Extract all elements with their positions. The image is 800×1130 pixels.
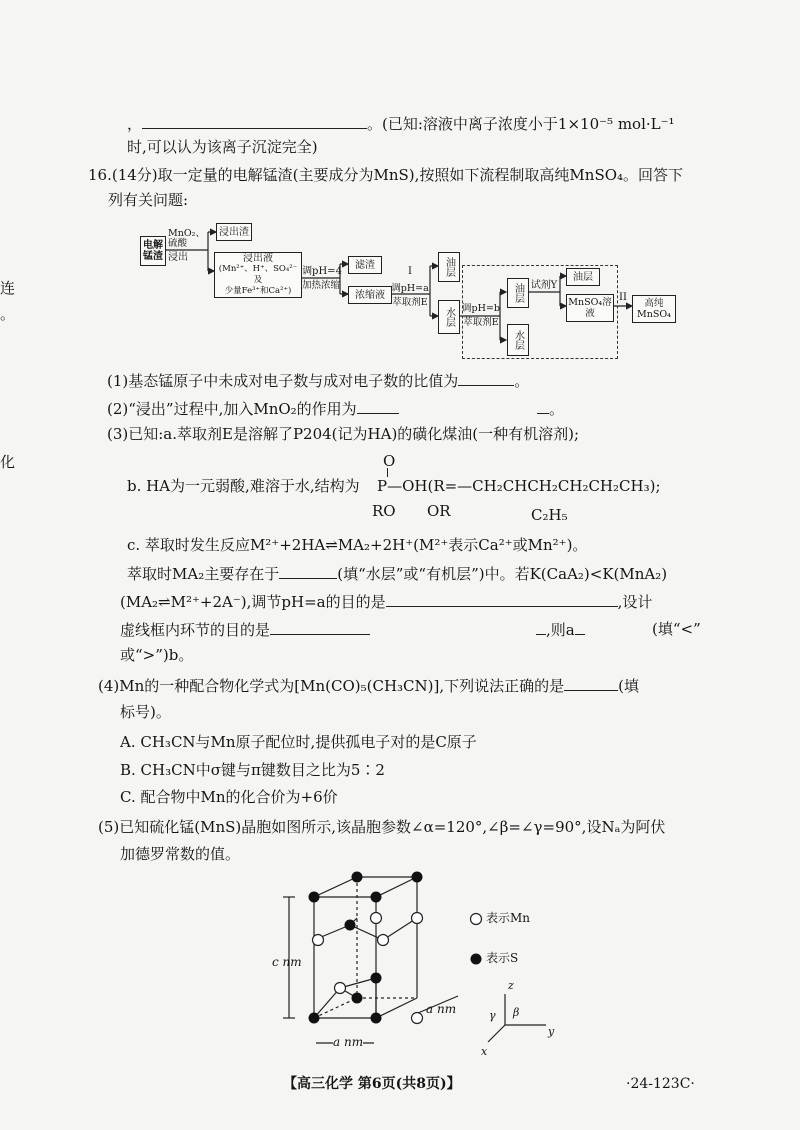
axis-y: y bbox=[548, 1025, 555, 1038]
q3d-text: 萃取时MA₂主要存在于 bbox=[127, 565, 280, 583]
flow-water-layer-box-2: 水层 bbox=[507, 324, 529, 356]
flow-step-pha: 调pH=a bbox=[391, 283, 429, 294]
q3b-or: OR bbox=[427, 502, 451, 520]
axis-x: x bbox=[481, 1045, 488, 1058]
flow-step-phb: 调pH=b bbox=[462, 303, 500, 314]
q2-text: (2)“浸出”过程中,加入MnO₂的作用为 bbox=[107, 400, 357, 418]
sub-question-5b: 加德罗常数的值。 bbox=[120, 845, 241, 863]
q4-text-end: (填 bbox=[618, 677, 639, 695]
q3b-structure: P—OH(R=—CH₂CHCH₂CH₂CH₂CH₃); bbox=[377, 477, 661, 495]
angle-gamma: γ bbox=[489, 1009, 496, 1022]
flow-leach-residue-box: 浸出渣 bbox=[216, 223, 252, 241]
sub-question-3g: 或“>”)b。 bbox=[120, 646, 194, 664]
flow-start-box: 电解锰渣 bbox=[140, 236, 166, 266]
flow-reagent-y: 试剂Y bbox=[530, 280, 558, 291]
flow-roman-i: I bbox=[408, 266, 412, 277]
q3f-text-2: ,则a bbox=[546, 621, 575, 639]
question-number: 16. bbox=[88, 166, 112, 184]
q3f-text: 虚线框内环节的目的是 bbox=[120, 621, 271, 639]
flow-step-extract-2: 萃取剂E bbox=[463, 317, 499, 328]
label-a-nm-bottom: a nm bbox=[333, 1035, 364, 1049]
flow-leachate-title: 浸出液 bbox=[243, 253, 273, 264]
label-a-nm-side: a nm bbox=[426, 1002, 457, 1016]
flow-leachate-ions: (Mn²⁺、H⁺、SO₄²⁻及 bbox=[218, 264, 298, 285]
axis-z: z bbox=[508, 979, 514, 992]
footer-code: ·24-123C· bbox=[626, 1076, 695, 1092]
q3e-text-2: ,设计 bbox=[617, 593, 653, 611]
q3b-c2h5: C₂H₅ bbox=[531, 506, 568, 524]
top-prefix: ， bbox=[127, 115, 143, 133]
flow-reagent-label: MnO₂、硫酸 bbox=[168, 228, 205, 249]
flow-filter-residue-box: 滤渣 bbox=[348, 256, 382, 274]
top-line-2: 时,可以认为该离子沉淀完全) bbox=[127, 138, 318, 156]
sub-question-5: (5)已知硫化锰(MnS)晶胞如图所示,该晶胞参数∠α=120°,∠β=∠γ=90°,设Nₐ为阿伏 bbox=[98, 818, 666, 836]
flow-roman-ii: II bbox=[619, 292, 627, 303]
sub-question-3c: c. 萃取时发生反应M²⁺+2HA⇌MA₂+2H⁺(M²⁺表示Ca²⁺或Mn²⁺)。 bbox=[127, 536, 588, 554]
q1-text: (1)基态锰原子中未成对电子数与成对电子数的比值为 bbox=[107, 372, 459, 390]
flow-concentrate-box: 浓缩液 bbox=[348, 286, 392, 304]
top-known: 。(已知:溶液中离子浓度小于1×10⁻⁵ mol·L⁻¹ bbox=[367, 115, 675, 133]
question-16-stem-2: 列有关问题: bbox=[108, 191, 189, 209]
flow-water-layer-box: 水层 bbox=[438, 300, 460, 334]
flow-step-extract: 萃取剂E bbox=[392, 297, 428, 308]
q3b-ro: RO bbox=[372, 502, 396, 520]
q2-end-mark: 。 bbox=[549, 400, 565, 418]
option-a: A. CH₃CN与Mn原子配位时,提供孤电子对的是C原子 bbox=[120, 733, 477, 751]
flow-step-ph4: 调pH=4 bbox=[302, 266, 342, 277]
flow-oil-layer-box: 油层 bbox=[438, 252, 460, 282]
flow-leachate-ions-2: 少量Fe³⁺和Ca²⁺) bbox=[224, 286, 292, 296]
question-stem: 取一定量的电解锰渣(主要成分为MnS),按照如下流程制取高纯MnSO₄。回答下 bbox=[157, 166, 684, 184]
label-c-nm: c nm bbox=[272, 955, 302, 969]
flow-oil-layer-box-3: 油层 bbox=[566, 268, 600, 286]
margin-fragment: 化 bbox=[0, 453, 16, 471]
option-c: C. 配合物中Mn的化合价为+6价 bbox=[120, 788, 338, 806]
q3b-text: b. HA为一元弱酸,难溶于水,结构为 bbox=[127, 477, 360, 495]
flow-reagent-label-2: 浸出 bbox=[168, 252, 188, 263]
q3f-text-3: (填“<” bbox=[652, 620, 701, 638]
q3e-text: (MA₂⇌M²⁺+2A⁻),调节pH=a的目的是 bbox=[120, 593, 386, 611]
flow-step-heat: 加热浓缩 bbox=[301, 280, 340, 291]
question-score: (14分) bbox=[111, 166, 158, 184]
q3d-text-2: (填“水层”或“有机层”)中。若K(CaA₂)<K(MnA₂) bbox=[337, 565, 668, 583]
sub-question-4b: 标号)。 bbox=[120, 703, 171, 721]
flow-mnso4-solution-box: MnSO₄溶液 bbox=[566, 294, 614, 322]
footer-title: 【高三化学 第6页(共8页)】 bbox=[283, 1076, 461, 1092]
margin-fragment: 。 bbox=[0, 305, 16, 323]
flow-product-box: 高纯MnSO₄ bbox=[632, 295, 676, 323]
sub-question-3a: (3)已知:a.萃取剂E是溶解了P204(记为HA)的磺化煤油(一种有机溶剂); bbox=[107, 425, 580, 443]
q1-end: 。 bbox=[514, 372, 530, 390]
legend-mn: 表示Mn bbox=[486, 911, 531, 925]
option-b: B. CH₃CN中σ键与π键数目之比为5∶2 bbox=[120, 761, 385, 779]
q3-structure-o: O bbox=[383, 452, 396, 470]
angle-beta: β bbox=[513, 1006, 520, 1019]
legend-s: 表示S bbox=[486, 951, 519, 965]
q4-text: (4)Mn的一种配合物化学式为[Mn(CO)₅(CH₃CN)],下列说法正确的是 bbox=[98, 677, 565, 695]
margin-fragment: 连 bbox=[0, 279, 16, 297]
flow-oil-layer-box-2: 油层 bbox=[507, 278, 529, 308]
